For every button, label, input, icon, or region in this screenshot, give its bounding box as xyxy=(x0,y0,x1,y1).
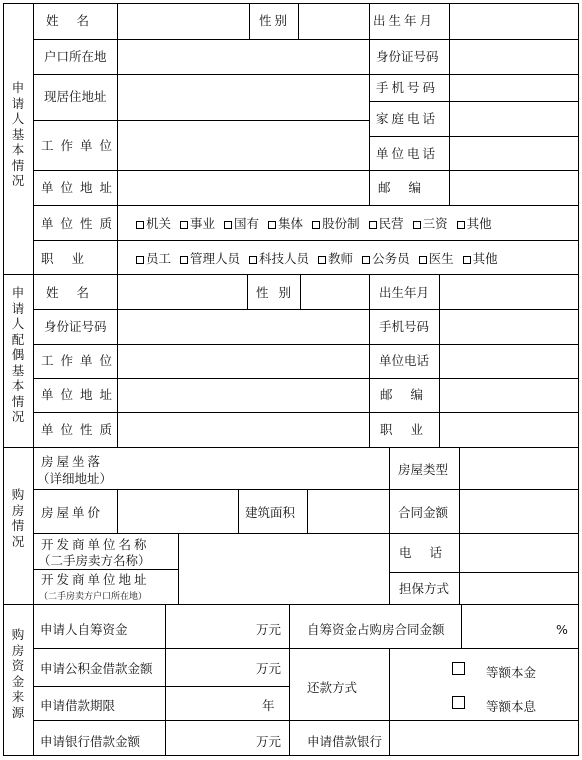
col-line xyxy=(165,604,166,755)
unit-year: 年 xyxy=(262,698,275,713)
border-bottom xyxy=(3,755,579,756)
label-postcode: 邮 编 xyxy=(378,180,428,195)
unit-nature-option-label: 国有 xyxy=(234,216,260,231)
label-fund-loan: 申请公积金借款金额 xyxy=(40,661,153,676)
label-house-type: 房屋类型 xyxy=(398,462,449,477)
unit-nature-checkbox[interactable] xyxy=(413,221,421,229)
border-left xyxy=(3,3,4,756)
occupation-option-label: 员工 xyxy=(146,251,172,266)
label-unit-price: 房屋单价 xyxy=(41,505,104,520)
label-bank-loan: 申请银行借款金额 xyxy=(40,734,141,749)
col-line xyxy=(439,274,440,447)
label-phone: 电 话 xyxy=(399,545,449,560)
section-title-spouse: 申请人配偶基本情况 xyxy=(11,285,25,424)
col-line xyxy=(369,274,370,447)
row-line xyxy=(33,170,579,171)
unit-nature-option-label: 其他 xyxy=(466,216,492,231)
col-line xyxy=(461,604,462,648)
occupation-checkbox[interactable] xyxy=(180,256,188,264)
col-line xyxy=(289,604,290,755)
spouse-label-work-phone: 单位电话 xyxy=(379,353,430,368)
unit-nature-option-label: 集体 xyxy=(278,216,304,231)
occupation-option[interactable] xyxy=(249,251,309,266)
label-birth: 出生年月 xyxy=(373,13,436,28)
occupation-option-label: 公务员 xyxy=(372,251,410,266)
spouse-label-postcode: 邮 编 xyxy=(380,387,430,402)
col-line xyxy=(238,489,239,533)
unit-nature-option[interactable] xyxy=(312,216,360,231)
occupation-option[interactable] xyxy=(180,251,240,266)
spouse-label-gender: 性 别 xyxy=(256,285,294,300)
col-line xyxy=(249,3,250,39)
label-equal-principal: 等额本金 xyxy=(486,665,537,680)
row-line xyxy=(33,120,369,121)
row-line xyxy=(33,533,579,534)
label-term: 申请借款期限 xyxy=(40,698,116,713)
row-line xyxy=(33,648,579,649)
unit-nature-option[interactable] xyxy=(413,216,448,231)
unit-nature-option-label: 事业 xyxy=(190,216,216,231)
row-line xyxy=(33,344,579,345)
row-line xyxy=(33,378,579,379)
label-equal-installment: 等额本息 xyxy=(486,699,537,714)
unit-nature-option-label: 民营 xyxy=(378,216,404,231)
label-unit-address: 单位地址 xyxy=(41,180,120,195)
label-hukou: 户口所在地 xyxy=(44,49,107,64)
label-self-funds: 申请人自筹资金 xyxy=(40,622,128,637)
col-line xyxy=(300,274,301,309)
col-line xyxy=(369,3,370,205)
unit-nature-option[interactable] xyxy=(268,216,303,231)
unit-wan-1: 万元 xyxy=(256,622,282,637)
unit-nature-option-label: 三资 xyxy=(422,216,448,231)
row-line xyxy=(33,720,579,721)
col-line xyxy=(459,447,460,604)
label-home-phone: 家庭电话 xyxy=(376,111,439,126)
label-work-unit: 工作单位 xyxy=(41,138,120,153)
col-line xyxy=(389,447,390,604)
percent-sign: % xyxy=(556,622,568,637)
spouse-label-occupation: 职 业 xyxy=(380,422,430,437)
row-line xyxy=(33,39,579,40)
row-line xyxy=(33,686,289,687)
occupation-option-label: 医生 xyxy=(428,251,454,266)
row-line xyxy=(369,136,579,137)
occupation-checkbox[interactable] xyxy=(419,256,427,264)
occupation-option[interactable] xyxy=(463,251,498,266)
unit-nature-checkbox[interactable] xyxy=(268,221,276,229)
col-line xyxy=(117,489,118,533)
label-occupation: 职 业 xyxy=(41,251,91,266)
unit-nature-checkbox[interactable] xyxy=(457,221,465,229)
section-column-divider xyxy=(33,3,34,756)
unit-nature-option-label: 机关 xyxy=(146,216,172,231)
unit-nature-checkbox[interactable] xyxy=(224,221,232,229)
border-top xyxy=(3,3,579,4)
spouse-label-mobile: 手机号码 xyxy=(379,319,430,334)
checkbox-equal-principal[interactable] xyxy=(452,662,465,675)
border-right xyxy=(578,3,579,756)
label-unit-nature: 单位性质 xyxy=(41,216,120,231)
occupation-checkbox[interactable] xyxy=(362,256,370,264)
unit-nature-option[interactable] xyxy=(369,216,404,231)
row-line xyxy=(369,101,579,102)
col-line xyxy=(178,533,179,604)
col-line xyxy=(298,3,299,39)
occupation-option-label: 教师 xyxy=(328,251,354,266)
occupation-option-label: 管理人员 xyxy=(190,251,241,266)
occupation-option[interactable] xyxy=(419,251,454,266)
spouse-label-birth: 出生年月 xyxy=(379,285,430,300)
label-guarantee: 担保方式 xyxy=(399,581,450,596)
section-title-applicant: 申请人基本情况 xyxy=(11,80,25,188)
row-line xyxy=(389,572,579,573)
occupation-option[interactable] xyxy=(136,251,171,266)
occupation-option[interactable] xyxy=(318,251,353,266)
occupation-checkbox[interactable] xyxy=(463,256,471,264)
occupation-option-label: 其他 xyxy=(472,251,498,266)
unit-wan-2: 万元 xyxy=(256,661,282,676)
label-gender: 性别 xyxy=(259,13,291,28)
row-line xyxy=(33,412,579,413)
unit-nature-checkbox[interactable] xyxy=(136,221,144,229)
row-line xyxy=(33,309,579,310)
label-repayment: 还款方式 xyxy=(307,680,358,695)
unit-nature-option[interactable] xyxy=(180,216,215,231)
unit-nature-option[interactable] xyxy=(224,216,259,231)
col-line xyxy=(389,648,390,755)
row-line xyxy=(33,74,579,75)
spouse-label-name: 姓 名 xyxy=(46,285,96,300)
unit-nature-checkbox[interactable] xyxy=(369,221,377,229)
label-location: 房屋坐落 xyxy=(41,454,104,469)
unit-nature-option[interactable] xyxy=(136,216,171,231)
row-line xyxy=(33,240,579,241)
checkbox-equal-installment[interactable] xyxy=(452,696,465,709)
section-divider xyxy=(3,274,579,275)
row-line xyxy=(33,489,579,490)
occupation-option[interactable] xyxy=(362,251,410,266)
unit-nature-option[interactable] xyxy=(457,216,492,231)
row-line xyxy=(33,569,178,570)
col-line xyxy=(449,3,450,205)
label-developer-name-note: （二手房卖方名称） xyxy=(38,553,151,568)
occupation-options xyxy=(136,251,507,266)
section-title-funding: 购房资金来源 xyxy=(11,627,25,720)
unit-nature-checkbox[interactable] xyxy=(180,221,188,229)
spouse-label-unit-address: 单位地址 xyxy=(41,387,120,402)
occupation-checkbox[interactable] xyxy=(249,256,257,264)
spouse-label-id-number: 身份证号码 xyxy=(44,319,107,334)
label-contract-amount: 合同金额 xyxy=(398,505,449,520)
section-divider xyxy=(3,447,579,448)
label-name: 姓 名 xyxy=(46,13,96,28)
occupation-option-label: 科技人员 xyxy=(259,251,310,266)
label-location-note: （详细地址） xyxy=(37,471,113,486)
label-id-number: 身份证号码 xyxy=(376,49,439,64)
label-mobile: 手机号码 xyxy=(376,80,439,95)
col-line xyxy=(247,274,248,309)
label-developer-address-note: （二手房卖方户口所在地） xyxy=(39,592,148,602)
label-self-ratio: 自筹资金占购房合同金额 xyxy=(307,622,445,637)
spouse-label-work-unit: 工作单位 xyxy=(41,353,120,368)
row-line xyxy=(33,205,579,206)
unit-nature-option-label: 股份制 xyxy=(322,216,360,231)
spouse-label-unit-nature: 单位性质 xyxy=(41,422,120,437)
col-line xyxy=(307,489,308,533)
unit-nature-checkbox[interactable] xyxy=(312,221,320,229)
unit-wan-3: 万元 xyxy=(256,734,282,749)
label-area: 建筑面积 xyxy=(245,505,296,520)
section-title-purchase: 购房情况 xyxy=(11,487,25,549)
label-developer-address: 开发商单位地址 xyxy=(41,572,150,587)
unit-nature-options xyxy=(136,216,501,231)
label-developer-name: 开发商单位名称 xyxy=(41,537,150,552)
label-bank: 申请借款银行 xyxy=(307,734,383,749)
occupation-checkbox[interactable] xyxy=(318,256,326,264)
occupation-checkbox[interactable] xyxy=(136,256,144,264)
label-work-phone: 单位电话 xyxy=(376,146,439,161)
label-current-address: 现居住地址 xyxy=(44,89,107,104)
